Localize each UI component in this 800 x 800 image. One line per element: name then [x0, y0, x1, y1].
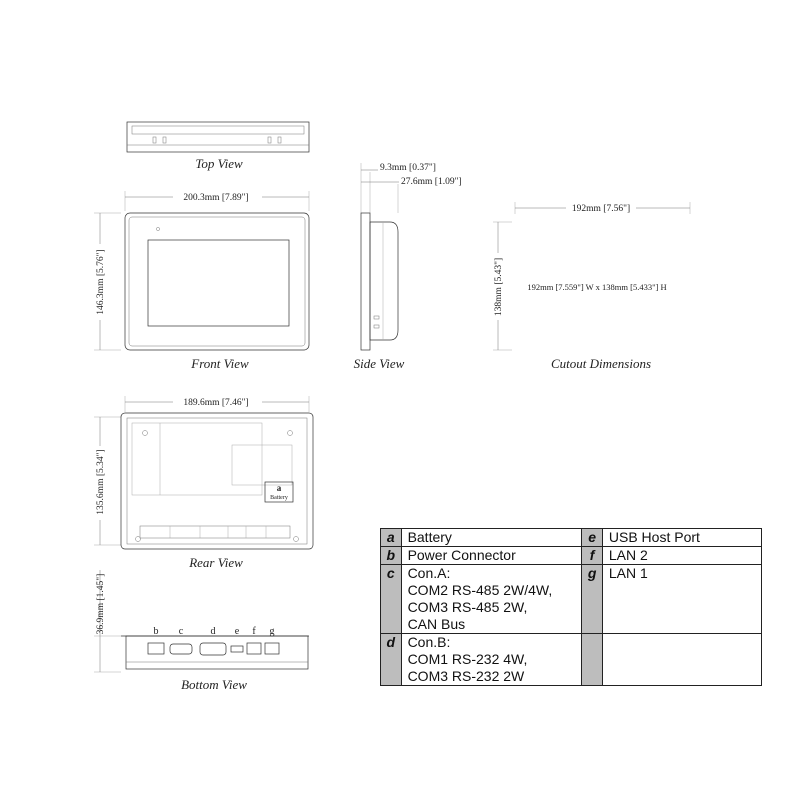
- side-view: [354, 163, 462, 371]
- legend-description: [602, 529, 761, 547]
- side-bezel: [361, 213, 370, 350]
- port-letter-d: d: [210, 626, 216, 637]
- legend-text-line: COM2 RS-485 2W/4W,: [407, 582, 553, 598]
- rear-screw-tr: [288, 431, 293, 436]
- bottom-view: [94, 570, 309, 692]
- legend-key: [582, 634, 603, 686]
- front-width-label: 200.3mm [7.89"]: [183, 193, 249, 203]
- port-letter-b: b: [153, 626, 159, 637]
- legend-key: a: [381, 529, 402, 547]
- legend-key: g: [582, 565, 603, 634]
- legend-key: b: [381, 547, 402, 565]
- legend-description: [401, 529, 582, 547]
- legend-text-line: LAN 1: [608, 565, 648, 581]
- port-letter-g: g: [269, 626, 275, 637]
- legend-description: [401, 565, 582, 634]
- con-b-port: [200, 643, 226, 655]
- legend-text-line: USB Host Port: [608, 529, 700, 545]
- legend-key: c: [381, 565, 402, 634]
- legend-description: [602, 547, 761, 565]
- legend-row: [381, 529, 762, 547]
- front-screen: [148, 240, 289, 326]
- port-letter-c: c: [178, 626, 184, 637]
- cutout-caption: Cutout Dimensions: [550, 356, 652, 371]
- cutout-view: [493, 202, 690, 371]
- rear-screw-tl: [143, 431, 148, 436]
- front-led: [156, 227, 159, 230]
- rear-screw-br: [294, 537, 299, 542]
- legend-description: [401, 547, 582, 565]
- legend-key: e: [582, 529, 603, 547]
- con-a-port: [170, 644, 192, 654]
- legend-text-line: CAN Bus: [407, 616, 466, 632]
- side-depth1-label: 9.3mm [0.37"]: [380, 163, 436, 173]
- bottom-body: [126, 636, 308, 669]
- lan1-port: [265, 643, 279, 654]
- port-letter-e: e: [234, 626, 240, 637]
- rear-frame: [121, 413, 313, 549]
- legend-text-line: COM3 RS-232 2W: [407, 668, 525, 684]
- usb-host-port: [231, 646, 243, 652]
- front-bezel: [125, 213, 309, 350]
- rear-height-label: 135.6mm [5.34"]: [96, 449, 106, 515]
- legend-row: [381, 547, 762, 565]
- front-view: [94, 191, 309, 371]
- cutout-spec: 192mm [7.559"] W x 138mm [5.433"] H: [527, 282, 667, 292]
- legend-key: d: [381, 634, 402, 686]
- cutout-width-label: 192mm [7.56"]: [571, 204, 631, 214]
- legend-description: [602, 634, 761, 686]
- top-view: [127, 122, 309, 171]
- top-view-caption: Top View: [195, 156, 243, 171]
- legend-text-line: COM3 RS-485 2W,: [407, 599, 528, 615]
- front-height-label: 146.3mm [5.76"]: [96, 249, 106, 315]
- side-housing: [370, 222, 398, 340]
- legend-text-line: Con.B:: [407, 634, 451, 650]
- power-connector-port: [148, 643, 164, 654]
- bottom-height-label: 36.9mm [1.45"]: [96, 573, 106, 635]
- port-letter-f: f: [252, 626, 256, 637]
- legend-text-line: Battery: [407, 529, 452, 545]
- legend-description: [602, 565, 761, 634]
- rear-width-label: 189.6mm [7.46"]: [183, 398, 249, 408]
- rear-view-caption: Rear View: [189, 555, 243, 570]
- front-view-caption: Front View: [191, 356, 249, 371]
- rear-battery-letter: a: [276, 483, 282, 493]
- legend-text-line: LAN 2: [608, 547, 648, 563]
- port-legend-table: [380, 528, 762, 686]
- bottom-view-caption: Bottom View: [181, 677, 247, 692]
- side-view-caption: Side View: [353, 356, 405, 371]
- rear-view: [94, 396, 313, 570]
- legend-description: [401, 634, 582, 686]
- legend-key: f: [582, 547, 603, 565]
- legend-row: [381, 634, 762, 686]
- legend-text-line: COM1 RS-232 4W,: [407, 651, 528, 667]
- legend-text-line: Con.A:: [407, 565, 451, 581]
- legend-text-line: Power Connector: [407, 547, 516, 563]
- lan2-port: [247, 643, 261, 654]
- rear-connector-strip: [140, 526, 290, 538]
- rear-battery-label: Battery: [270, 495, 288, 501]
- legend-row: [381, 565, 762, 634]
- cutout-height-label: 138mm [5.43"]: [494, 257, 504, 317]
- side-depth2-label: 27.6mm [1.09"]: [401, 177, 462, 187]
